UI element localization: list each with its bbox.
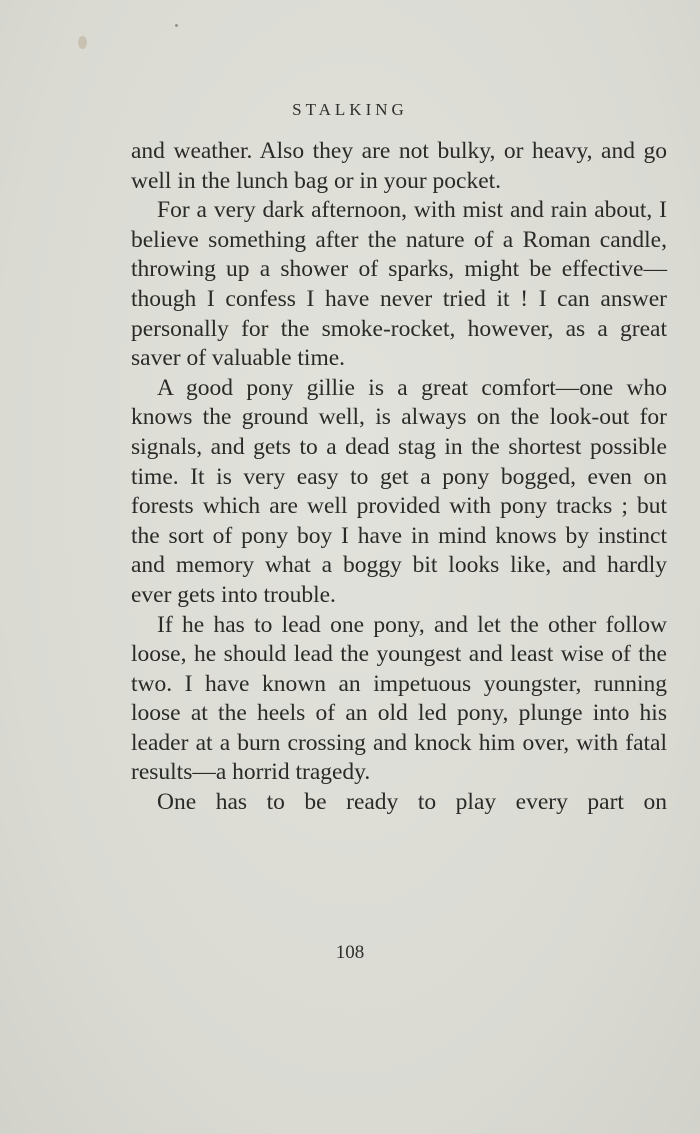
paragraph-4: If he has to lead one pony, and let the other follow loose, he should lead the youngest and least wise of the two. I have known an impetuous youngster, running loose at the heels of an old led pony, plunge into his leader at a burn crossing and knock him over, with fatal results—a horrid tragedy. [131,611,667,786]
paragraph-2: For a very dark afternoon, with mist and rain about, I believe something after the nature of a Roman candle, throwing up a shower of sparks, might be effective—though I confess I have never tried it ! I can answer personally for the smoke-rocket, however, as a great saver of valuable time. [131,197,667,372]
body-text [131,137,667,818]
paper-stain [78,36,87,49]
paper-speck [175,24,178,27]
running-head: STALKING [292,100,408,119]
paragraph-5: One has to be ready to play every part on [157,789,667,816]
paragraph-3: A good pony gillie is a great comfort—one who knows the ground well, is always on the look-out for signals, and gets to a dead stag in the shortest possible time. It is very easy to get a pony bogged, even on forests which are well provided with pony tracks ; but the sort of pony boy I have in mind knows by instinct and memory what a boggy bit looks like, and hardly ever gets into trouble. [131,374,667,608]
paragraph-1: and weather. Also they are not bulky, or heavy, and go well in the lunch bag or in your pocket. [131,138,667,194]
page-number: 108 [335,942,365,963]
